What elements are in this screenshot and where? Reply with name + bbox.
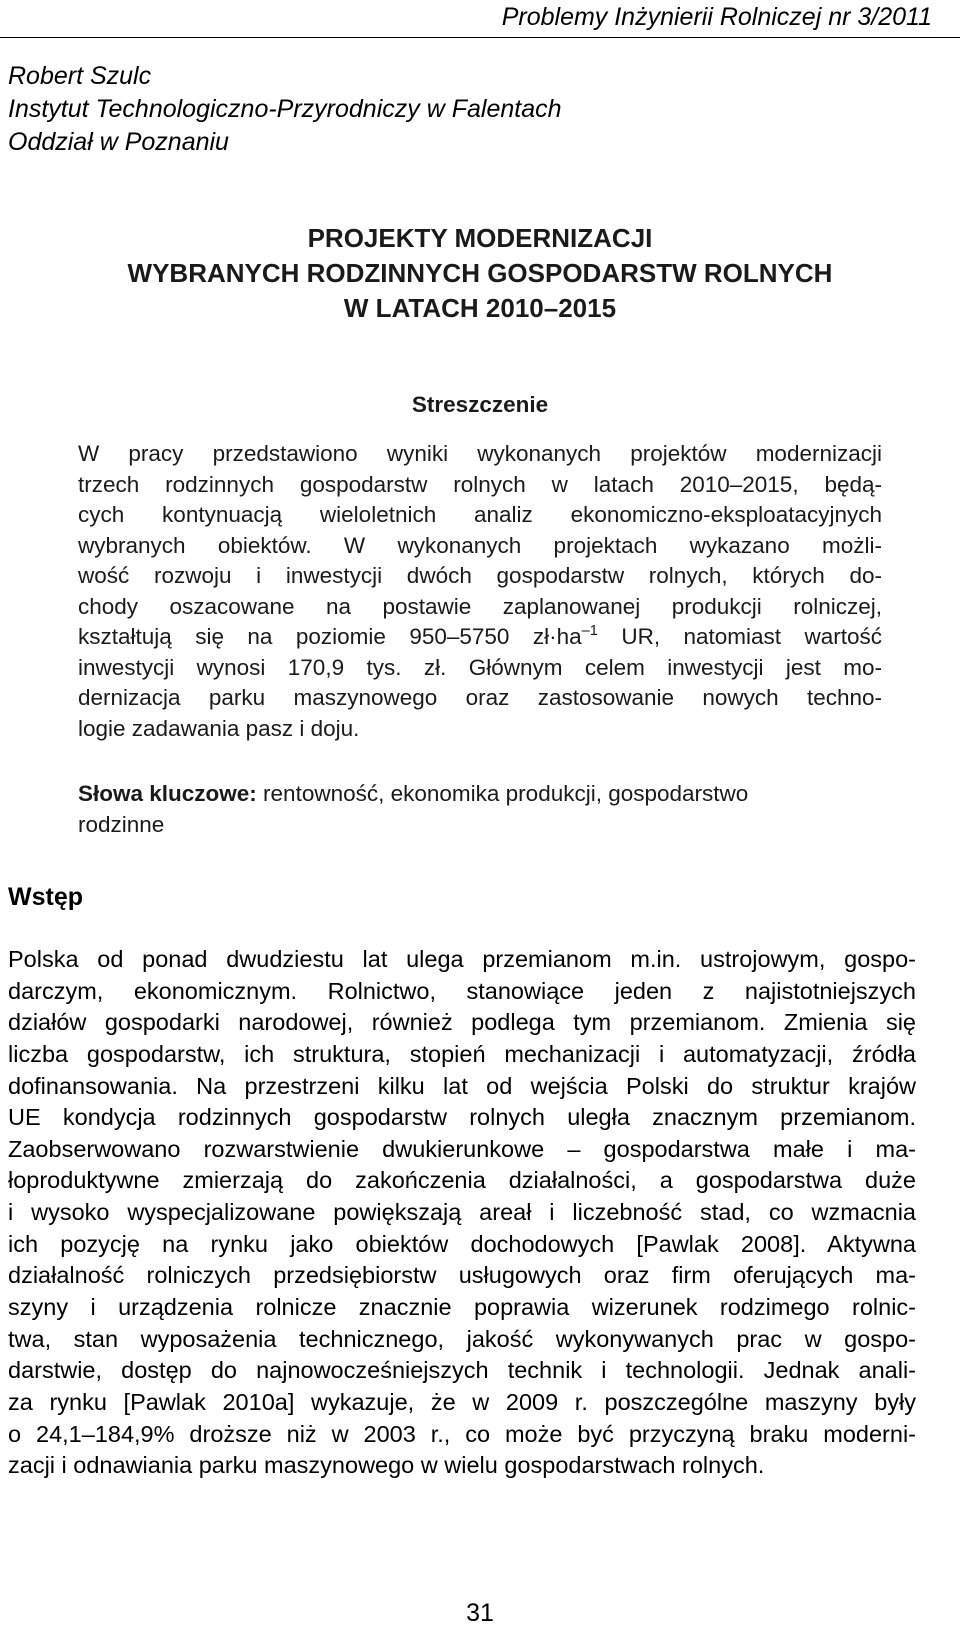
abstract-line: trzech rodzinnych gospodarstw rolnych w latach 2010–2015, będą- — [78, 471, 882, 497]
section-heading-introduction: Wstęp — [8, 883, 83, 911]
unit-exponent: –1 — [581, 623, 598, 640]
title-line: W LATACH 2010–2015 — [343, 293, 617, 323]
abstract-line: cych kontynuacją wieloletnich analiz ekonomiczno-eksploatacyjnych — [78, 502, 882, 527]
institute-branch: Oddział w Poznaniu — [8, 128, 229, 156]
body-line: UE kondycja rodzinnych gospodarstw rolnych uległa znacznym przemianom. — [8, 1104, 916, 1131]
abstract-line-part: kształtują się na poziomie 950–5750 zł·ha — [78, 624, 582, 649]
abstract-line: wybranych obiektów. W wykonanych projektach wykazano możli- — [78, 532, 882, 558]
abstract-line: inwestycji wynosi 170,9 tys. zł. Głównym celem inwestycji jest mo- — [78, 654, 882, 680]
title-line: WYBRANYCH RODZINNYCH GOSPODARSTW ROLNYCH — [127, 258, 833, 288]
keywords-line: rodzinne — [78, 812, 165, 837]
introduction-body — [8, 944, 916, 1482]
abstract-line — [78, 622, 882, 653]
page-number: 31 — [466, 1599, 494, 1627]
body-line: liczba gospodarstw, ich struktura, stopień mechanizacji i automatyzacji, źródła — [8, 1040, 916, 1067]
abstract-line: wość rozwoju i inwestycji dwóch gospodarstw rolnych, których do- — [78, 563, 882, 588]
journal-header: Problemy Inżynierii Rolniczej nr 3/2011 — [501, 3, 932, 31]
author-name: Robert Szulc — [8, 62, 152, 90]
header-rule — [0, 37, 960, 38]
title-line: PROJEKTY MODERNIZACJI — [307, 223, 653, 253]
body-line: działalność rolniczych przedsiębiorstw usługowych oraz firm oferujących ma- — [8, 1262, 916, 1289]
abstract-heading: Streszczenie — [411, 392, 549, 417]
body-line: Polska od ponad dwudziestu lat ulega przemianom m.in. ustrojowym, gospo- — [8, 946, 916, 972]
paper-title — [0, 221, 960, 326]
abstract-line: W pracy przedstawiono wyniki wykonanych projektów modernizacji — [78, 441, 882, 466]
abstract-line-part: UR, natomiast wartość — [597, 624, 882, 649]
body-line: szyny i urządzenia rolnicze znacznie poprawia wizerunek rodzimego rolnic- — [8, 1294, 916, 1321]
abstract-line: chody oszacowane na postawie zaplanowanej produkcji rolniczej, — [78, 593, 882, 619]
body-line: łoproduktywne zmierzają do zakończenia działalności, a gospodarstwa duże — [8, 1167, 916, 1194]
affiliation-block — [8, 60, 562, 159]
abstract-line: logie zadawania pasz i doju. — [78, 715, 360, 741]
body-line: darczym, ekonomicznym. Rolnictwo, stanowiące jeden z najistotniejszych — [8, 977, 916, 1004]
body-line: dofinansowania. Na przestrzeni kilku lat od wejścia Polski do struktur krajów — [8, 1072, 916, 1099]
body-line: darstwie, dostęp do najnowocześniejszych technik i technologii. Jednak anali- — [8, 1357, 916, 1384]
body-line: za rynku [Pawlak 2010a] wykazuje, że w 2009 r. poszczególne maszyny były — [8, 1388, 916, 1415]
keywords-line — [78, 778, 882, 809]
body-line: Zaobserwowano rozwarstwienie dwukierunkowe – gospodarstwa małe i ma- — [8, 1135, 916, 1162]
keywords-list: rentowność, ekonomika produkcji, gospodarstwo — [256, 781, 749, 806]
body-line: o 24,1–184,9% droższe niż w 2003 r., co może być przyczyną braku moderni- — [8, 1420, 916, 1447]
institute-name: Instytut Technologiczno-Przyrodniczy w Falentach — [8, 95, 562, 123]
abstract-line: dernizacja parku maszynowego oraz zastosowanie nowych techno- — [78, 685, 882, 710]
abstract-text — [78, 439, 882, 744]
body-line: działów gospodarki narodowej, również podlega tym przemianom. Zmienia się — [8, 1009, 916, 1036]
body-line: i wysoko wyspecjalizowane powiększają areał i liczebność stad, co wzmacnia — [8, 1199, 916, 1226]
body-line: ich pozycję na rynku jako obiektów dochodowych [Pawlak 2008]. Aktywna — [8, 1230, 916, 1257]
body-line: twa, stan wyposażenia technicznego, jakość wykonywanych prac w gospo- — [8, 1325, 916, 1352]
keywords-block — [78, 778, 882, 840]
keywords-label: Słowa kluczowe: — [78, 781, 257, 806]
body-line: zacji i odnawiania parku maszynowego w wielu gospodarstwach rolnych. — [8, 1452, 765, 1479]
